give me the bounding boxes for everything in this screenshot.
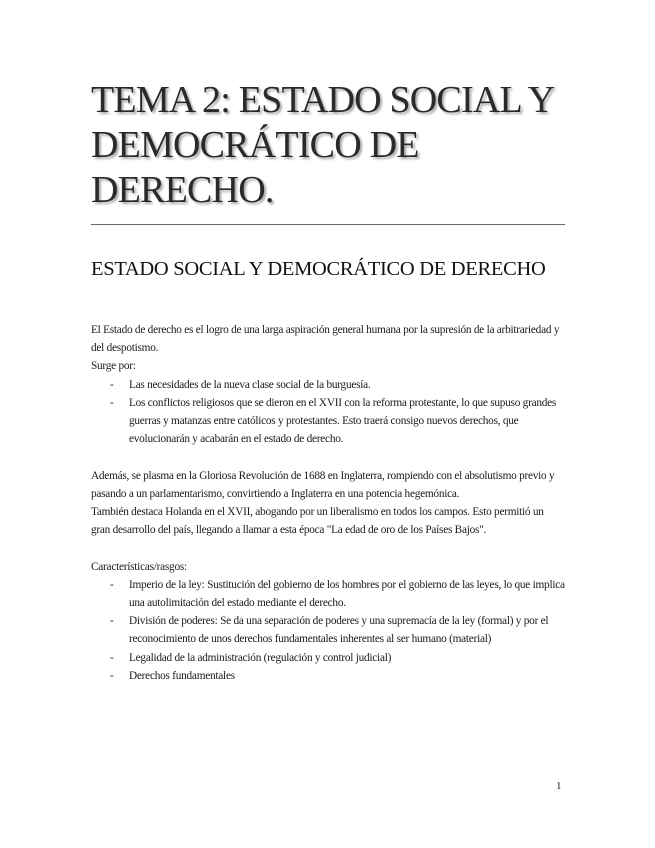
list-item bbox=[91, 376, 565, 394]
paragraph: También destaca Holanda en el XVII, abogando por un liberalismo en todos los campos. Esto permitió un gran desarrollo del país, llegando a llamar a esta época "La edad de oro de los Países Bajos". bbox=[91, 506, 544, 537]
paragraph-spacer bbox=[91, 539, 565, 557]
paragraph-spacer bbox=[91, 448, 565, 466]
list-item bbox=[91, 649, 565, 667]
title-divider bbox=[91, 224, 565, 225]
bullet-dash: - bbox=[110, 378, 114, 391]
intro-paragraph: El Estado de derecho es el logro de una larga aspiración general humana por la supresión de la arbitrariedad y del despotismo. bbox=[91, 324, 560, 355]
list-item-text: Imperio de la ley: Sustitución del gobierno de los hombres por el gobierno de las leyes, lo que implica una autolimitación del estado mediante el derecho. bbox=[129, 578, 565, 610]
list-item-text: Las necesidades de la nueva clase social de la burguesía. bbox=[129, 378, 371, 391]
bullet-dash: - bbox=[110, 669, 114, 682]
list-item-text: Derechos fundamentales bbox=[129, 669, 235, 682]
document-body bbox=[91, 321, 565, 685]
bullet-dash: - bbox=[110, 396, 114, 409]
list-item-text: División de poderes: Se da una separación de poderes y una supremacía de la ley (formal) y por el reconocimiento de unos derechos fundamentales inherentes al ser humano (material) bbox=[129, 615, 549, 646]
features-label: Características/rasgos: bbox=[91, 560, 187, 573]
page-number: 1 bbox=[556, 780, 562, 792]
surge-list bbox=[91, 376, 565, 449]
list-item-text: Legalidad de la administración (regulación y control judicial) bbox=[129, 651, 392, 664]
features-list bbox=[91, 576, 565, 685]
document-title: TEMA 2: ESTADO SOCIAL Y DEMOCRÁTICO DE DERECHO. bbox=[91, 79, 553, 211]
paragraph: Además, se plasma en la Gloriosa Revolución de 1688 en Inglaterra, rompiendo con el absolutismo previo y pasando a un parlamentarismo, convirtiendo a Inglaterra en una potencia hegemónica. bbox=[91, 469, 555, 500]
list-item-text: Los conflictos religiosos que se dieron en el XVII con la reforma protestante, lo que supuso grandes guerras y matanzas entre católicos y protestantes. Esto traerá consigo nuevos derechos, que evolucionarán y acabarán en el estado de derecho. bbox=[129, 396, 557, 446]
bullet-dash: - bbox=[110, 615, 114, 628]
surge-label: Surge por: bbox=[91, 360, 136, 373]
list-item bbox=[91, 667, 565, 685]
section-heading: ESTADO SOCIAL Y DEMOCRÁTICO DE DERECHO bbox=[91, 258, 546, 280]
list-item bbox=[91, 576, 565, 612]
bullet-dash: - bbox=[110, 651, 114, 664]
list-item bbox=[91, 394, 565, 449]
list-item bbox=[91, 612, 565, 648]
bullet-dash: - bbox=[110, 578, 114, 591]
